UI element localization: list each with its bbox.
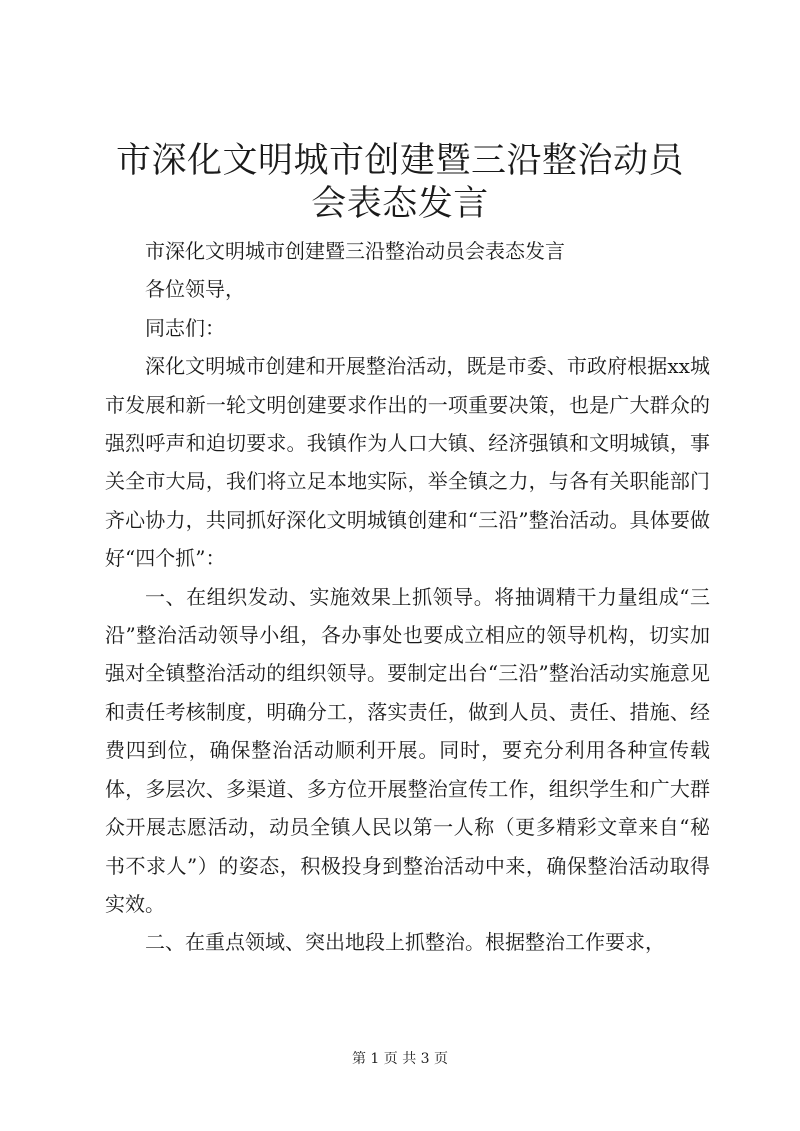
paragraph-intro: 深化文明城市创建和开展整治活动，既是市委、市政府根据xx城市发展和新一轮文明创建要求作出的一项重要决策，也是广大群众的强烈呼声和迫切要求。我镇作为人口大镇、经济强镇和文明城镇，事关全市大局，我们将立足本地实际，举全镇之力，与各有关职能部门齐心协力，共同抓好深化文明城镇创建和“三沿”整治活动。具体要做好“四个抓”： [105,354,710,571]
page-number-footer: 第 1 页 共 3 页 [351,1051,449,1067]
document-body [105,232,710,962]
greeting-comrades: 同志们： [145,315,225,340]
paragraph-point-two: 二、在重点领域、突出地段上抓整治。根据整治工作要求， [145,930,665,955]
paragraph-point-one: 一、在组织发动、实施效果上抓领导。将抽调精干力量组成“三沿”整治活动领导小组，各办事处也要成立相应的领导机构，切实加强对全镇整治活动的组织领导。要制定出台“三沿”整治活动实施意见和责任考核制度，明确分工，落实责任，做到人员、责任、措施、经费四到位，确保整治活动顺利开展。同时，要充分利用各种宣传载体，多层次、多渠道、多方位开展整治宣传工作，组织学生和广大群众开展志愿活动，动员全镇人民以第一人称（更多精彩文章来自“秘书不求人”）的姿态，积极投身到整治活动中来，确保整治活动取得实效。 [105,584,710,916]
document-title: 市深化文明城市创建暨三沿整治动员会表态发言 [115,141,684,224]
subtitle-line: 市深化文明城市创建暨三沿整治动员会表态发言 [145,239,565,263]
greeting-leaders: 各位领导， [145,277,245,302]
